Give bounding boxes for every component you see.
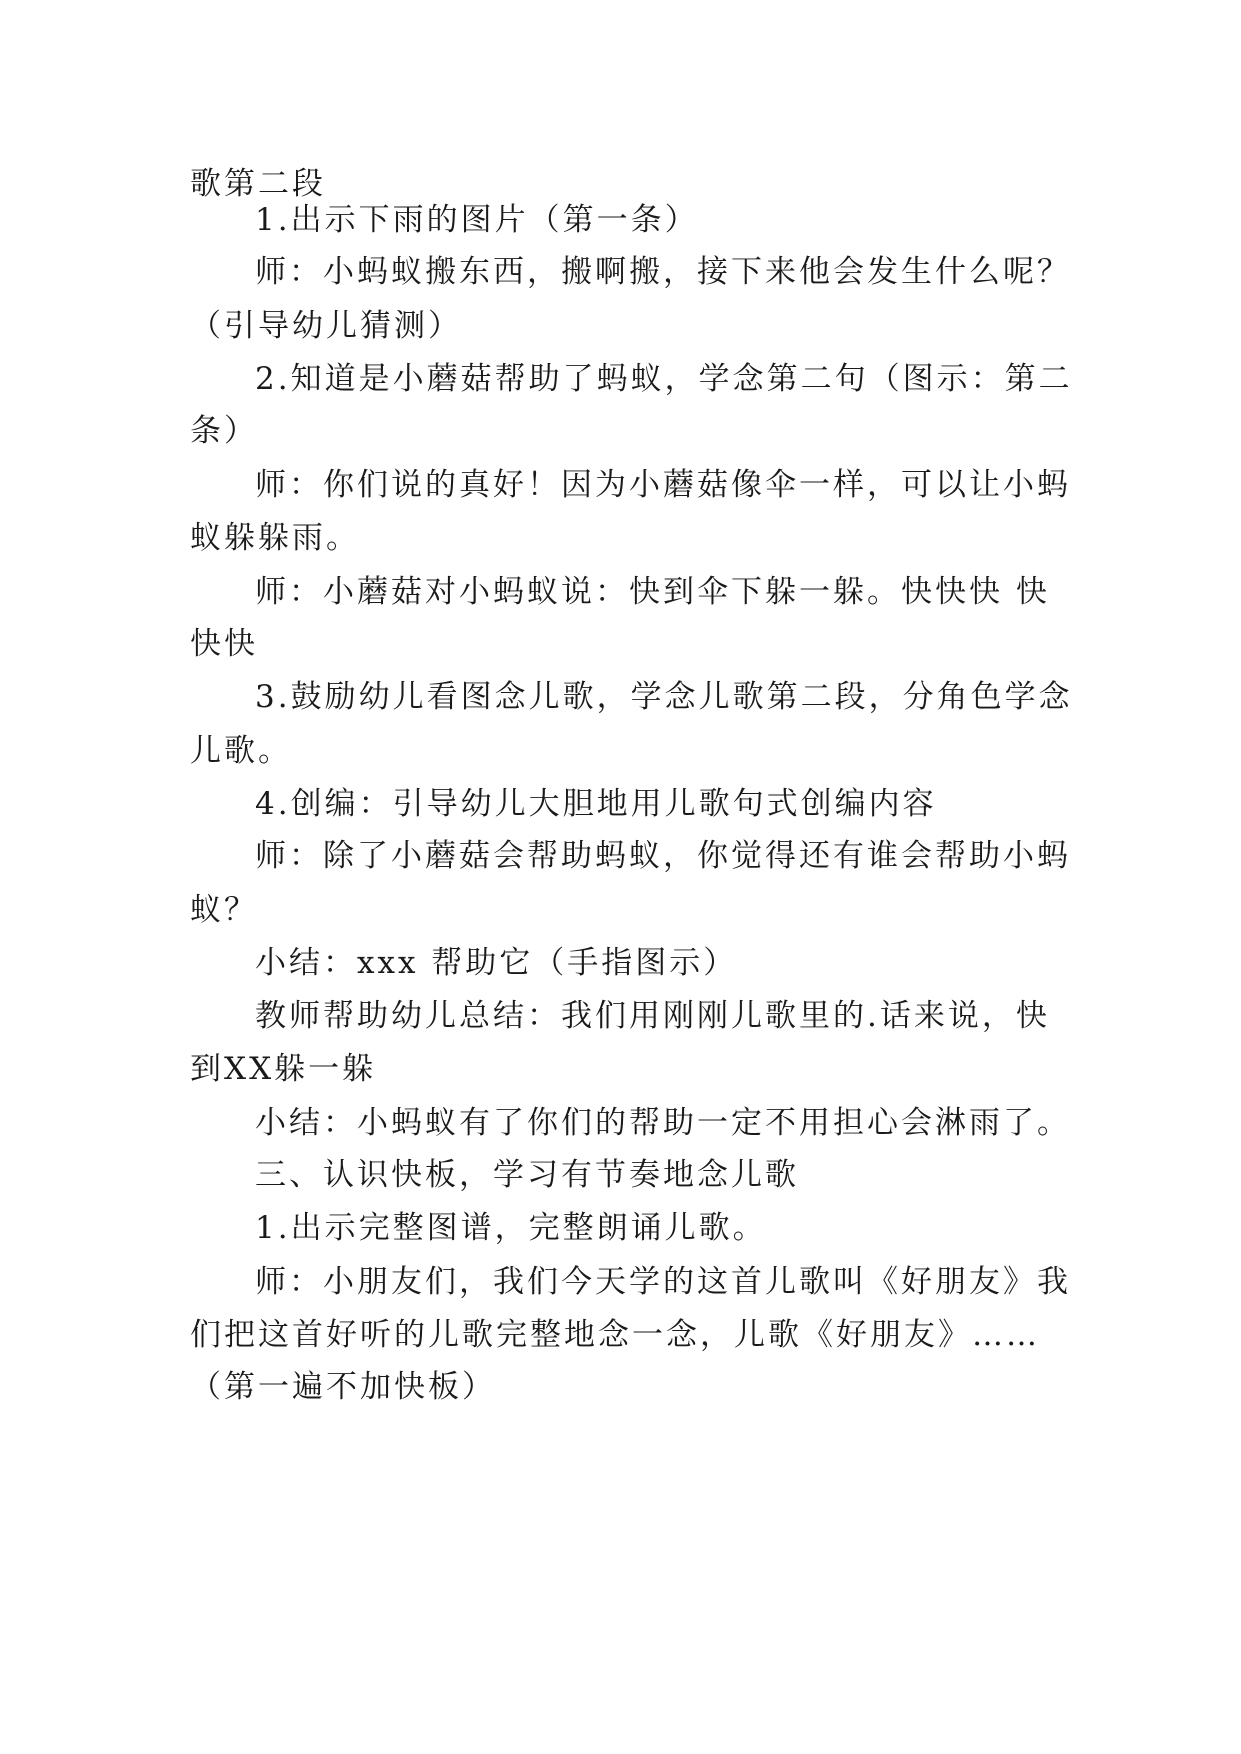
text-line: 1.出示完整图谱，完整朗诵儿歌。 [255,1210,767,1246]
text-line: 条） [190,413,258,449]
text-line: 4.创编：引导幼儿大胆地用儿歌句式创编内容 [255,786,937,822]
text-line: 师：小蚂蚁搬东西，搬啊搬，接下来他会发生什么呢？ [255,254,1071,290]
text-line: 师：除了小蘑菇会帮助蚂蚁，你觉得还有谁会帮助小蚂 [255,838,1071,874]
text-line: （引导幼儿猜测） [190,308,462,344]
text-line: 快快 [190,626,258,662]
text-line: 三、认识快板，学习有节奏地念儿歌 [255,1157,799,1193]
text-line: 小结：小蚂蚁有了你们的帮助一定不用担心会淋雨了。 [255,1105,1071,1141]
text-line: 3.鼓励幼儿看图念儿歌，学念儿歌第二段，分角色学念 [255,679,1073,715]
text-line: 师：小蘑菇对小蚂蚁说：快到伞下躲一躲。快快快 快 [255,574,1050,610]
text-line: 们把这首好听的儿歌完整地念一念，儿歌《好朋友》…… [190,1317,1040,1353]
text-line: 小结：xxx 帮助它（手指图示） [255,945,738,981]
text-line: 1.出示下雨的图片（第一条） [255,202,699,238]
text-line: 歌第二段 [190,166,326,202]
text-line: 教师帮助幼儿总结：我们用刚刚儿歌里的.话来说，快 [255,998,1050,1034]
text-line: 师：小朋友们，我们今天学的这首儿歌叫《好朋友》我 [255,1264,1071,1300]
text-line: 蚁？ [190,892,258,928]
text-line: 儿歌。 [190,733,292,769]
text-line: 师：你们说的真好！因为小蘑菇像伞一样，可以让小蚂 [255,467,1071,503]
text-line: 到XX躲一躲 [190,1051,377,1087]
text-line: 2.知道是小蘑菇帮助了蚂蚁，学念第二句（图示：第二 [255,361,1073,397]
text-line: 蚁躲躲雨。 [190,520,360,556]
text-line: （第一遍不加快板） [190,1369,496,1405]
